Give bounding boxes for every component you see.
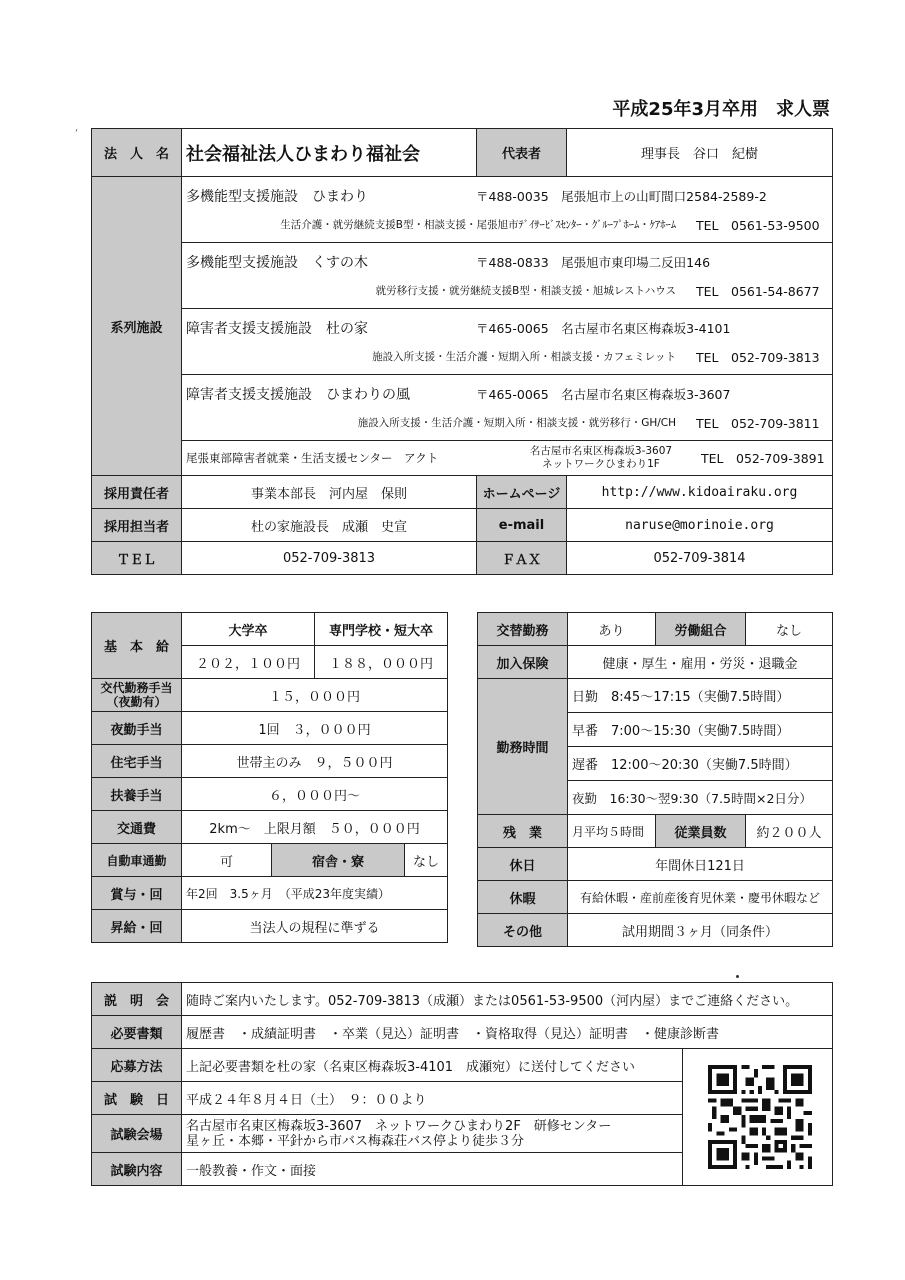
email-label: e-mail — [477, 509, 567, 542]
facility-name: 障害者支援支援施設 ひまわりの風 — [186, 386, 410, 403]
car-commute: 可 — [182, 844, 272, 877]
docs-label: 必要書類 — [92, 1016, 182, 1049]
raise-value: 当法人の規程に準ずる — [182, 910, 448, 943]
insurance-label: 加入保険 — [478, 646, 568, 679]
recruit-chief: 事業本部長 河内屋 保則 — [182, 476, 477, 509]
work-hours-day: 日勤 8:45～17:15（実働7.5時間） — [568, 679, 833, 713]
work-hours-late: 遅番 12:00～20:30（実働7.5時間） — [568, 747, 833, 781]
rep-name: 理事長 谷口 紀樹 — [567, 129, 833, 177]
support-center-item — [182, 441, 833, 476]
qr-code-icon[interactable] — [708, 1065, 812, 1169]
shift-work: あり — [568, 613, 656, 646]
email-link[interactable]: naruse@morinoie.org — [567, 509, 833, 542]
work-hours-night: 夜勤 16:30～翌9:30（7.5時間×2日分） — [568, 781, 833, 815]
holiday-label: 休日 — [478, 848, 568, 881]
pay-table — [91, 612, 448, 943]
facility-services: 施設入所支援・生活介護・短期入所・相談支援・カフェミレット — [372, 351, 676, 363]
facility-tel: TEL 0561-54-8677 — [696, 283, 820, 299]
facility-tel: TEL 0561-53-9500 — [696, 217, 820, 233]
car-commute-label: 自動車通勤 — [92, 844, 182, 877]
docs-value: 履歴書 ・成績証明書 ・卒業（見込）証明書 ・資格取得（見込）証明書 ・健康診断書 — [182, 1016, 833, 1049]
scan-dot — [736, 975, 739, 978]
center-address-1: 名古屋市名東区梅森坂3-3607 — [529, 445, 673, 457]
center-name: 尾張東部障害者就業・生活支援センター アクト — [186, 451, 439, 465]
base-pay-label: 基 本 給 — [92, 613, 182, 679]
fax-label: ＦＡＸ — [477, 542, 567, 575]
univ-pay: ２０２，１００円 — [182, 646, 315, 679]
homepage-link[interactable]: http://www.kidoairaku.org — [567, 476, 833, 509]
facility-name: 障害者支援支援施設 杜の家 — [186, 320, 368, 337]
facility-item — [182, 375, 833, 441]
work-hours-label: 勤務時間 — [478, 679, 568, 815]
work-table — [477, 612, 833, 947]
facility-services: 施設入所支援・生活介護・短期入所・相談支援・就労移行・GH/CH — [357, 417, 676, 429]
facility-name: 多機能型支援施設 くすの木 — [186, 254, 368, 271]
facility-address: 〒488-0035 尾張旭市上の山町間口2584-2589-2 — [476, 188, 767, 204]
center-address-2: ネットワークひまわり1F — [542, 458, 660, 470]
facility-address: 〒465-0065 名古屋市名東区梅森坂3-4101 — [476, 320, 731, 336]
facility-tel: TEL 052-709-3813 — [696, 349, 820, 365]
venue-address: 名古屋市名東区梅森坂3-3607 ネットワークひまわり2F 研修センター — [186, 1118, 612, 1134]
facility-item — [182, 177, 833, 243]
page-title: 平成25年3月卒用 求人票 — [612, 99, 830, 120]
bonus-value: 年2回 3.5ヶ月 （平成23年度実績） — [182, 877, 448, 910]
briefing-value: 随時ご案内いたします。052-709-3813（成瀬）または0561-53-9500（河内屋）までご連絡ください。 — [182, 983, 833, 1016]
rep-label: 代表者 — [477, 129, 567, 177]
leave-label: 休暇 — [478, 881, 568, 914]
other-value: 試用期間３ヶ月（同条件） — [568, 914, 833, 947]
facilities-label: 系列施設 — [92, 177, 182, 476]
apply-label: 応募方法 — [92, 1049, 182, 1082]
center-tel: TEL 052-709-3891 — [701, 451, 825, 466]
dorm-value: なし — [405, 844, 448, 877]
venue-label: 試験会場 — [92, 1115, 182, 1153]
facility-address: 〒465-0065 名古屋市名東区梅森坂3-3607 — [476, 386, 731, 402]
apply-value: 上記必要書類を杜の家（名東区梅森坂3-4101 成瀬宛）に送付してください — [182, 1049, 683, 1082]
corp-name: 社会福祉法人ひまわり福祉会 — [182, 129, 477, 177]
recruit-chief-label: 採用責任者 — [92, 476, 182, 509]
college-pay: １８８，０００円 — [315, 646, 448, 679]
college-label: 専門学校・短大卒 — [315, 613, 448, 646]
corp-label: 法 人 名 — [92, 129, 182, 177]
univ-label: 大学卒 — [182, 613, 315, 646]
transport-label: 交通費 — [92, 811, 182, 844]
recruit-staff: 杜の家施設長 成瀬 史宣 — [182, 509, 477, 542]
union-label: 労働組合 — [656, 613, 746, 646]
corp-info-table — [91, 128, 833, 575]
venue-access: 星ヶ丘・本郷・平針から市バス梅森荘バス停より徒歩３分 — [186, 1133, 525, 1149]
facility-name: 多機能型支援施設 ひまわり — [186, 188, 368, 205]
leave-value: 有給休暇・産前産後育児休業・慶弔休暇など — [568, 881, 833, 914]
shift-work-label: 交替勤務 — [478, 613, 568, 646]
other-label: その他 — [478, 914, 568, 947]
shift-allowance: １５，０００円 — [182, 679, 448, 712]
tel-value: 052-709-3813 — [182, 542, 477, 575]
union-value: なし — [746, 613, 833, 646]
facility-services: 生活介護・就労継続支援B型・相談支援・尾張旭市ﾃﾞｲｻｰﾋﾞｽｾﾝﾀｰ・ｸﾞﾙｰﾌﾟﾎｰﾑ・ｹｱﾎｰﾑ — [280, 219, 676, 231]
family-allowance-label: 扶養手当 — [92, 778, 182, 811]
facility-services: 就労移行支援・就労継続支援B型・相談支援・旭城レストハウス — [375, 285, 676, 297]
transport-allowance: 2km～ 上限月額 ５０，０００円 — [182, 811, 448, 844]
overtime-label: 残 業 — [478, 815, 568, 848]
family-allowance: ６，０００円～ — [182, 778, 448, 811]
housing-allowance: 世帯主のみ ９，５００円 — [182, 745, 448, 778]
homepage-label: ホームページ — [477, 476, 567, 509]
raise-label: 昇給・回 — [92, 910, 182, 943]
employees-value: 約２００人 — [746, 815, 833, 848]
housing-allowance-label: 住宅手当 — [92, 745, 182, 778]
insurance-value: 健康・厚生・雇用・労災・退職金 — [568, 646, 833, 679]
briefing-label: 説 明 会 — [92, 983, 182, 1016]
shift-allowance-label: 交代勤務手当 （夜勤有） — [92, 679, 182, 712]
facility-item — [182, 243, 833, 309]
exam-date: 平成２４年８月４日（土） ９：００より — [182, 1082, 683, 1115]
exam-content: 一般教養・作文・面接 — [182, 1153, 683, 1186]
night-allowance-label: 夜勤手当 — [92, 712, 182, 745]
work-hours-early: 早番 7:00～15:30（実働7.5時間） — [568, 713, 833, 747]
night-allowance: 1回 ３，０００円 — [182, 712, 448, 745]
facility-item — [182, 309, 833, 375]
holiday-value: 年間休日121日 — [568, 848, 833, 881]
recruit-staff-label: 採用担当者 — [92, 509, 182, 542]
scan-mark: ‘ — [75, 128, 79, 139]
exam-content-label: 試験内容 — [92, 1153, 182, 1186]
tel-label: ＴＥＬ — [92, 542, 182, 575]
facility-address: 〒488-0833 尾張旭市東印場二反田146 — [476, 254, 711, 270]
facility-tel: TEL 052-709-3811 — [696, 415, 820, 431]
overtime-value: 月平均５時間 — [568, 815, 656, 848]
bonus-label: 賞与・回 — [92, 877, 182, 910]
dorm-label: 宿舎・寮 — [272, 844, 405, 877]
exam-date-label: 試 験 日 — [92, 1082, 182, 1115]
employees-label: 従業員数 — [656, 815, 746, 848]
fax-value: 052-709-3814 — [567, 542, 833, 575]
